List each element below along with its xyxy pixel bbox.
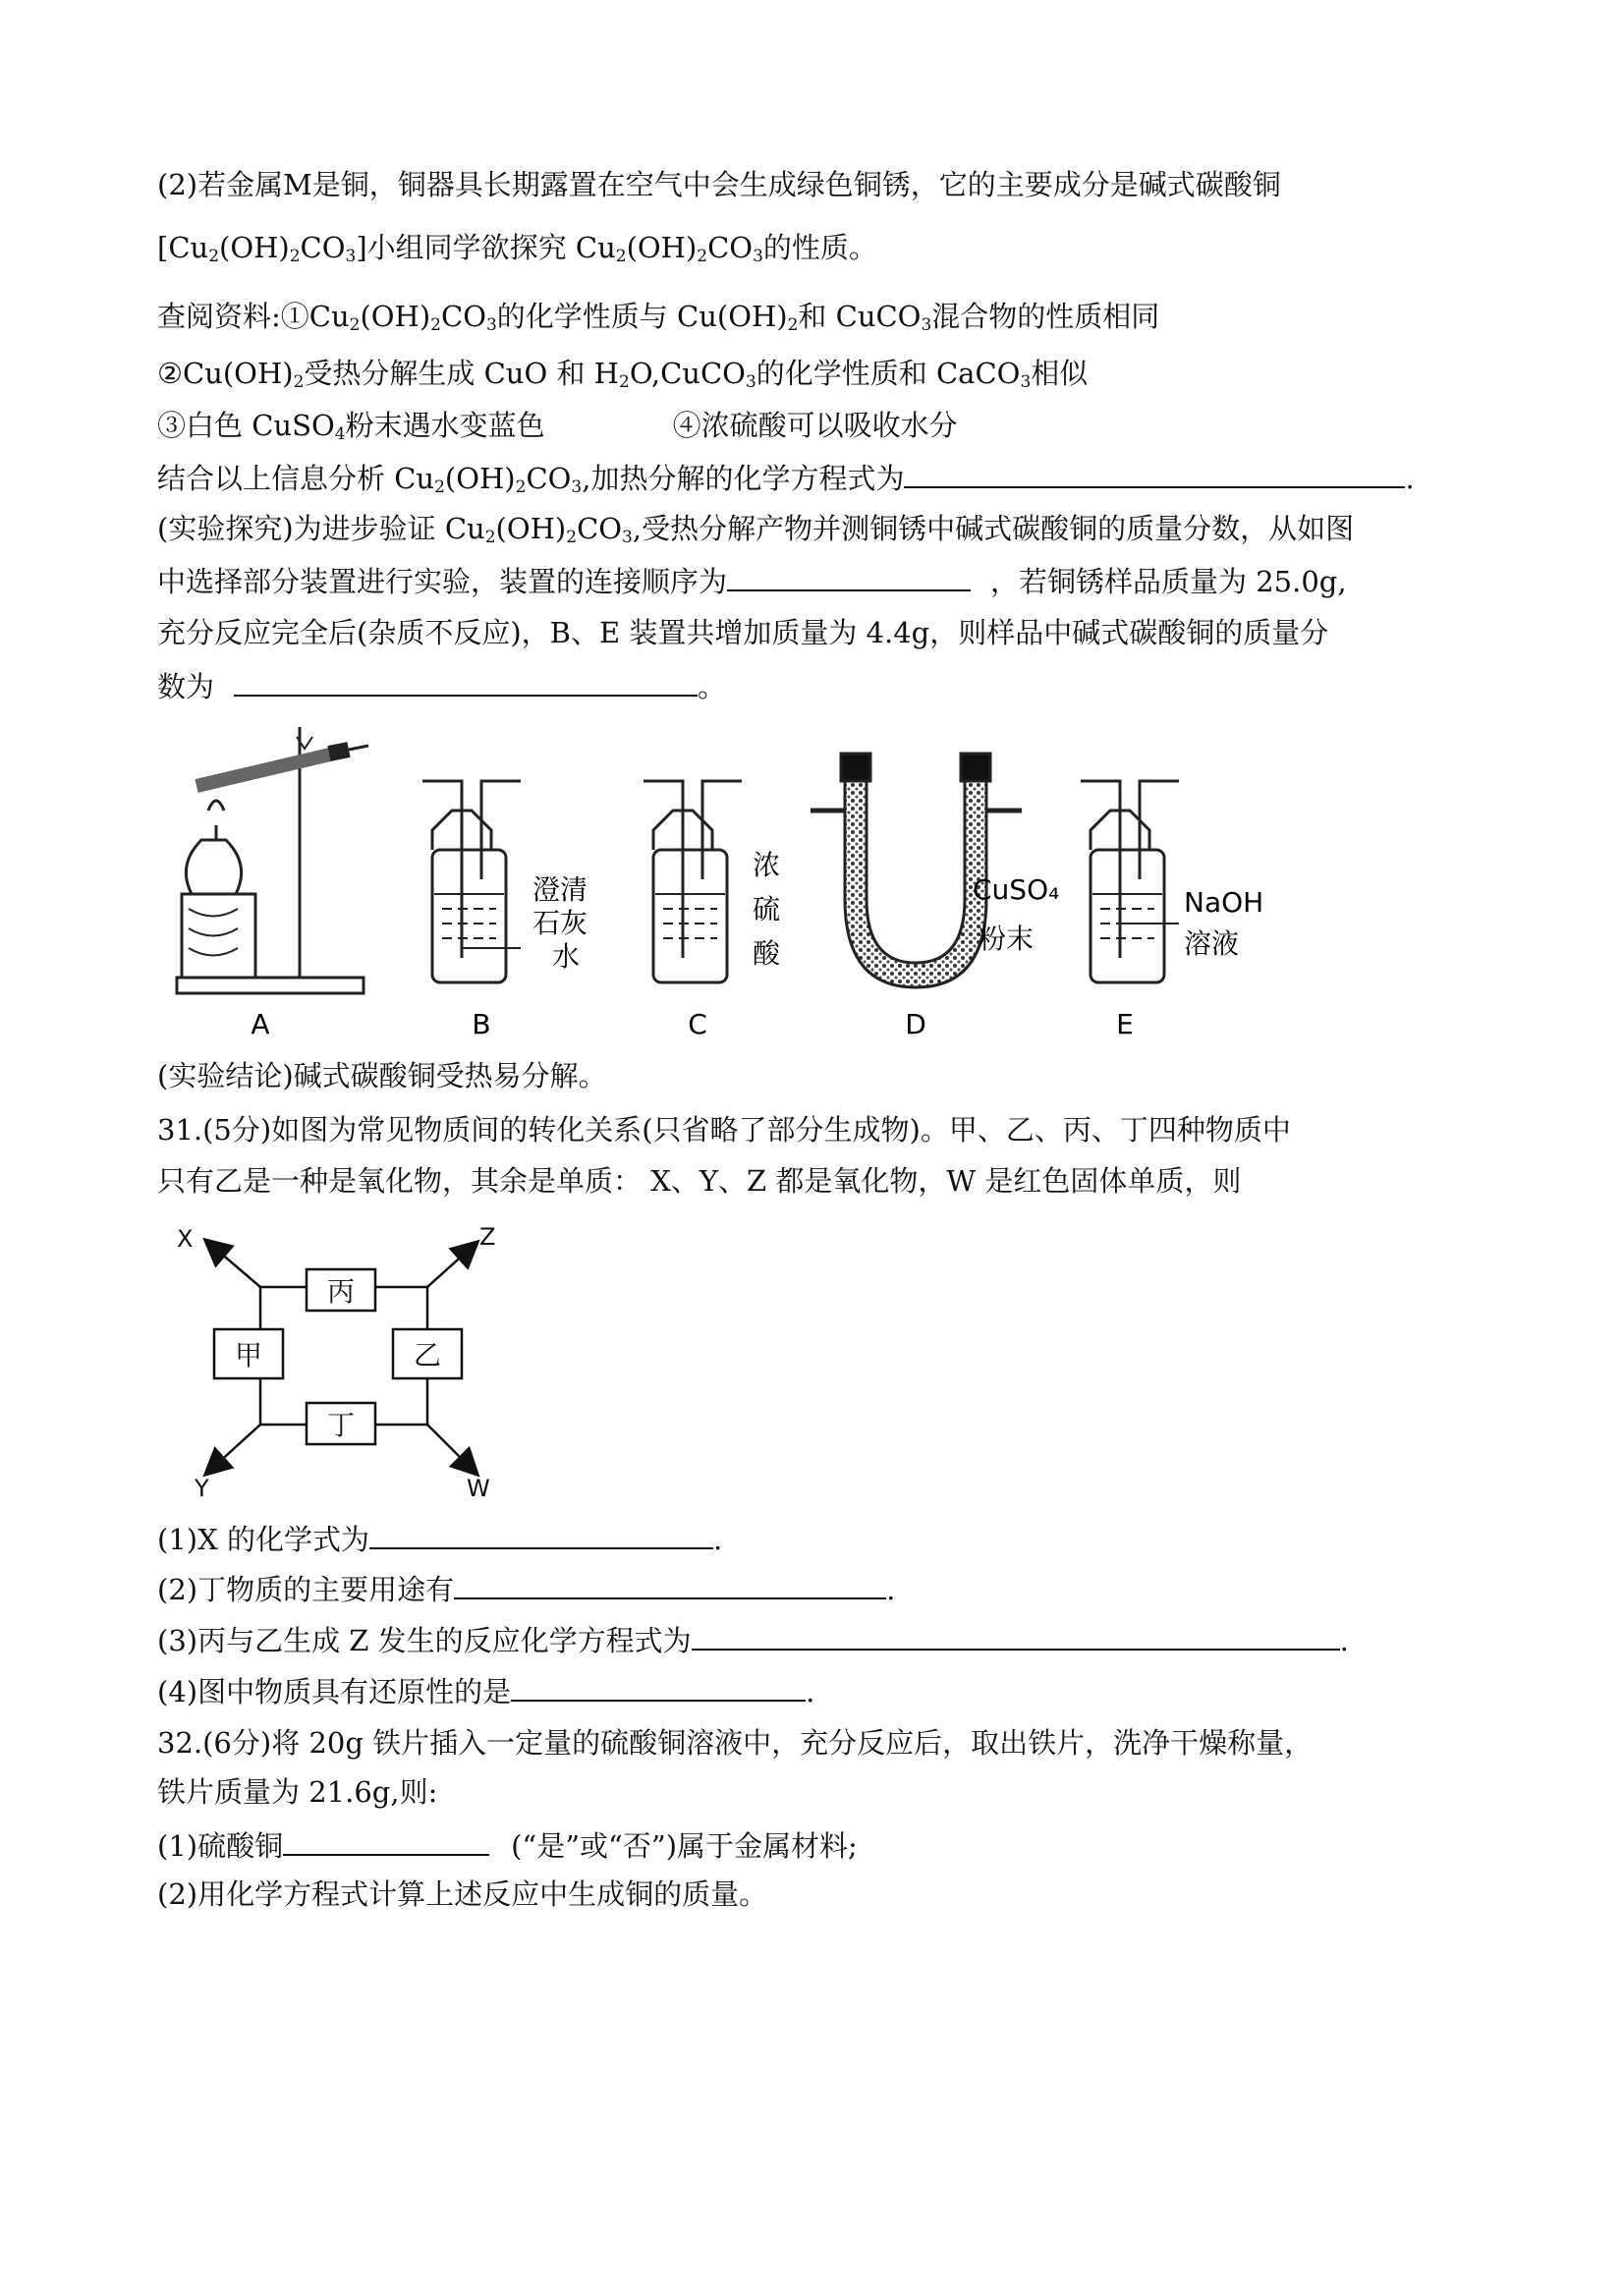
q30-exp-line-3: 充分反应完全后(杂质不反应)，B、E 装置共增加质量为 4.4g，则样品中碱式碳酸铜的质量分	[157, 616, 1329, 649]
q30-exp-line-1: (实验探究)为进步验证 $Cu_2(OH)_2CO_3$,受热分解产物并测铜锈中碱式碳酸铜的质量分数，从如图	[157, 512, 1355, 547]
q32-sub-1: (1)硫酸铜 (“是”或“否”)属于金属材料;	[157, 1824, 858, 1866]
node-jia: 甲	[234, 1339, 263, 1372]
q31-stem-line-2: 只有乙是一种是氧化物，其余是单质： X、Y、Z 都是氧化物，W 是红色固体单质，则	[157, 1164, 1242, 1198]
b-label-3: 水	[552, 940, 581, 973]
q32-stem-line-1: 32.(6分)将 20g 铁片插入一定量的硫酸铜溶液中，充分反应后，取出铁片，洗净干燥称量，	[157, 1726, 1314, 1760]
label-a: A	[251, 1008, 270, 1040]
node-bing: 丙	[326, 1275, 356, 1308]
q30-exp-line-4: 数为 。	[157, 665, 726, 706]
e-label-2: 溶液	[1184, 927, 1240, 960]
apparatus-b	[422, 781, 521, 982]
apparatus-c	[644, 781, 742, 982]
q30-intro-line-1: (2)若金属M是铜，铜器具长期露置在空气中会生成绿色铜锈，它的主要成分是碱式碳酸铜	[157, 168, 1281, 201]
label-e: E	[1116, 1008, 1134, 1040]
e-label-1: NaOH	[1184, 886, 1264, 919]
b-label-1: 澄清	[532, 873, 588, 906]
apparatus-a	[177, 727, 368, 993]
q30-info-line-1: 查阅资料$:①Cu_2(OH)_2CO_3$的化学性质与 $Cu(OH)_2$和 CuCO$_3$混合物的性质相同	[157, 300, 1160, 335]
label-b: B	[472, 1008, 491, 1040]
b-label-2: 石灰	[532, 907, 588, 939]
c-label-1: 浓	[753, 849, 781, 881]
q30-info-line-3: ③白色 CuSO$_4$粉末遇水变蓝色 ④浓硫酸可以吸收水分	[157, 409, 958, 444]
q31-sub-3: (3)丙与乙生成 Z 发生的反应化学方程式为 .	[157, 1619, 1349, 1660]
d-label-2: 粉末	[979, 923, 1035, 955]
node-yi: 乙	[413, 1339, 442, 1372]
x-formula-blank[interactable]	[369, 1518, 713, 1549]
q30-conclusion: (实验结论)碱式碳酸铜受热易分解。	[157, 1059, 607, 1092]
d-label-1: CuSO₄	[973, 873, 1060, 906]
node-w: W	[467, 1475, 490, 1498]
reaction-equation-blank[interactable]	[692, 1619, 1340, 1651]
connection-order-blank[interactable]	[727, 560, 971, 591]
q32-stem-line-2: 铁片质量为 21.6g,则:	[157, 1775, 438, 1809]
q31-sub-4: (4)图中物质具有还原性的是 .	[157, 1670, 814, 1711]
node-z: Z	[479, 1223, 496, 1251]
conversion-diagram	[167, 1223, 531, 1498]
metal-material-blank[interactable]	[283, 1824, 489, 1856]
label-c: C	[688, 1008, 707, 1040]
label-d: D	[905, 1008, 926, 1040]
q30-intro-line-2: $[Cu_2(OH)_2CO_3]$小组同学欲探究 $Cu_2(OH)_2CO_3$的性质。	[157, 231, 877, 266]
q31-sub-2: (2)丁物质的主要用途有 .	[157, 1568, 895, 1609]
c-label-3: 酸	[753, 937, 781, 970]
equation-blank[interactable]	[904, 457, 1405, 488]
node-ding: 丁	[326, 1409, 356, 1441]
q32-sub-2: (2)用化学方程式计算上述反应中生成铜的质量。	[157, 1877, 768, 1911]
q31-stem-line-1: 31.(5分)如图为常见物质间的转化关系(只省略了部分生成物)。甲、乙、丙、丁四种物质中	[157, 1113, 1291, 1147]
q30-info-line-2: $②Cu(OH)_2$受热分解生成 CuO 和 $H_2O,CuCO_3$的化学性质和 CaCO$_3$相似	[157, 357, 1089, 392]
q31-sub-1: (1)X 的化学式为 .	[157, 1518, 722, 1559]
q30-analysis-line: 结合以上信息分析 $Cu_2(OH)_2CO_3$,加热分解的化学方程式为 .	[157, 457, 1415, 498]
c-label-2: 硫	[753, 893, 781, 925]
apparatus-figure	[167, 712, 1267, 1046]
node-x: X	[177, 1225, 194, 1253]
q30-exp-line-2: 中选择部分装置进行实验，装置的连接顺序为 ，若铜锈样品质量为 25.0g,	[157, 560, 1347, 601]
mass-fraction-blank[interactable]	[234, 665, 698, 697]
node-y: Y	[195, 1475, 209, 1498]
ding-use-blank[interactable]	[454, 1568, 886, 1599]
apparatus-e	[1081, 781, 1179, 982]
reducing-substance-blank[interactable]	[511, 1670, 806, 1702]
